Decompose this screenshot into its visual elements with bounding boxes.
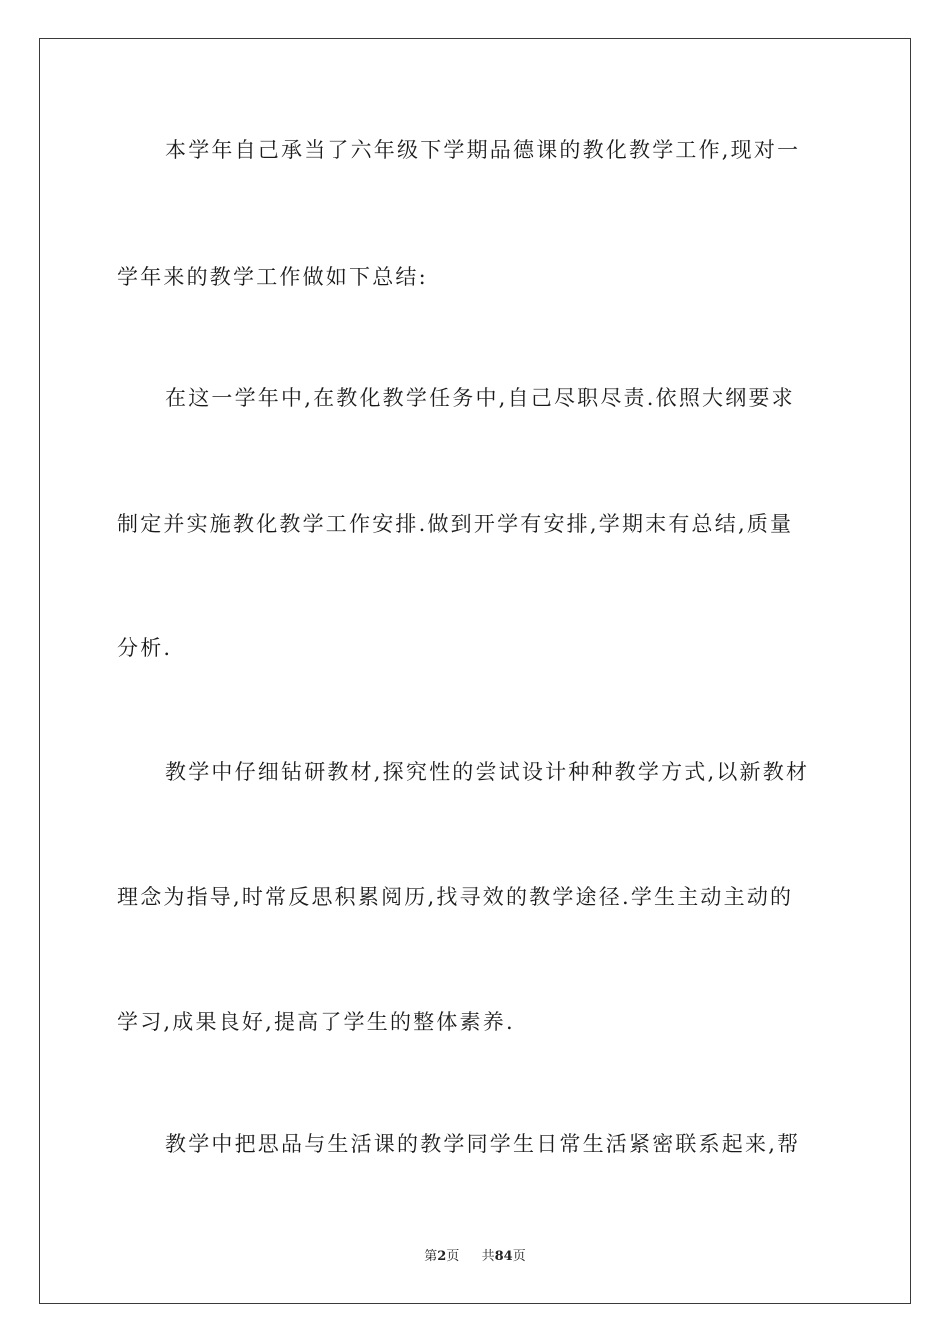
paragraph-4-line-1: 教学中把思品与生活课的教学同学生日常生活紧密联系起来,帮	[165, 1132, 801, 1156]
total-suffix: 页	[512, 1249, 526, 1264]
page-border	[39, 38, 911, 1304]
paragraph-1-line-1: 本学年自己承当了六年级下学期品德课的教化教学工作,现对一	[165, 138, 801, 162]
page-suffix: 页	[446, 1249, 460, 1264]
page-number-label	[424, 1248, 459, 1266]
paragraph-3-line-2: 理念为指导,时常反思积累阅历,找寻效的教学途径.学生主动主动的	[117, 885, 794, 909]
paragraph-3-line-3: 学习,成果良好,提高了学生的整体素养.	[117, 1010, 515, 1034]
paragraph-2-line-2: 制定并实施教化教学工作安排.做到开学有安排,学期末有总结,质量	[117, 512, 794, 536]
total-pages: 84	[494, 1249, 513, 1264]
page-footer	[0, 1248, 950, 1266]
paragraph-2-line-3: 分析.	[117, 636, 173, 660]
total-pages-label	[482, 1248, 526, 1266]
page-prefix: 第	[424, 1249, 438, 1264]
total-prefix: 共	[481, 1249, 495, 1264]
paragraph-2-line-1: 在这一学年中,在教化教学任务中,自己尽职尽责.依照大纲要求	[165, 386, 795, 410]
paragraph-1-line-2: 学年来的教学工作做如下总结:	[117, 265, 428, 289]
page-number: 2	[437, 1249, 447, 1264]
paragraph-3-line-1: 教学中仔细钻研教材,探究性的尝试设计种种教学方式,以新教材	[165, 760, 810, 784]
